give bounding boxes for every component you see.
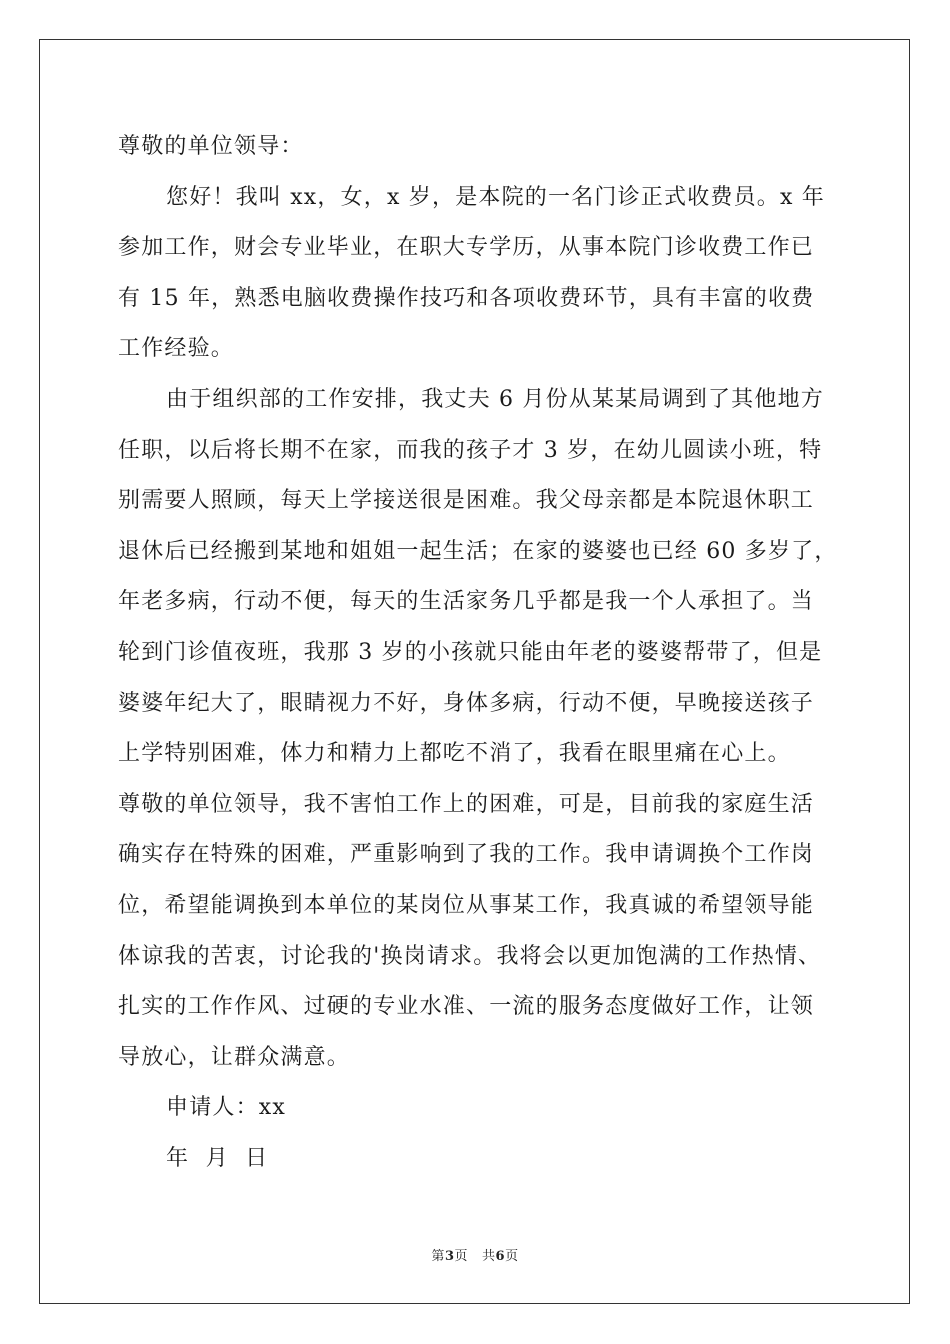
date-line: 年 月 日	[166, 1145, 269, 1171]
total-prefix: 共	[482, 1249, 496, 1264]
paragraph-line: 确实存在特殊的困难，严重影响到了我的工作。我申请调换个工作岗	[118, 842, 815, 868]
page-current: 3	[444, 1249, 455, 1264]
paragraph-line: 轮到门诊值夜班，我那 3 岁的小孩就只能由年老的婆婆帮带了，但是	[118, 639, 823, 665]
paragraph-line: 任职，以后将长期不在家，而我的孩子才 3 岁，在幼儿圆读小班，特	[118, 437, 823, 463]
total-suffix: 页	[505, 1249, 519, 1264]
paragraph-line: 尊敬的单位领导，我不害怕工作上的困难，可是，目前我的家庭生活	[118, 791, 815, 817]
paragraph-line: 由于组织部的工作安排，我丈夫 6 月份从某某局调到了其他地方	[166, 386, 824, 412]
page-total: 6	[495, 1249, 506, 1264]
letter-body	[118, 122, 858, 1184]
paragraph-line: 有 15 年，熟悉电脑收费操作技巧和各项收费环节，具有丰富的收费	[118, 285, 815, 311]
paragraph-line: 上学特别困难，体力和精力上都吃不消了，我看在眼里痛在心上。	[118, 741, 791, 767]
paragraph-line: 年老多病，行动不便，每天的生活家务几乎都是我一个人承担了。当	[118, 589, 815, 615]
paragraph-line: 扎实的工作作风、过硬的专业水准、一流的服务态度做好工作，让领	[118, 994, 815, 1020]
paragraph-line: 别需要人照顾，每天上学接送很是困难。我父母亲都是本院退休职工	[118, 488, 815, 514]
page-footer	[0, 1245, 950, 1264]
paragraph-line: 退休后已经搬到某地和姐姐一起生活；在家的婆婆也已经 60 多岁了，	[118, 538, 838, 564]
paragraph-line: 位，希望能调换到本单位的某岗位从事某工作，我真诚的希望领导能	[118, 892, 815, 918]
page-prefix: 第	[431, 1249, 445, 1264]
paragraph-line: 体谅我的苦衷，讨论我的'换岗请求。我将会以更加饱满的工作热情、	[118, 943, 822, 969]
paragraph-line: 导放心，让群众满意。	[118, 1044, 351, 1070]
paragraph-line: 您好！我叫 xx，女，x 岁，是本院的一名门诊正式收费员。x 年	[166, 184, 826, 210]
paragraph-line: 婆婆年纪大了，眼睛视力不好，身体多病，行动不便，早晚接送孩子	[118, 690, 815, 716]
paragraph-line: 工作经验。	[118, 336, 235, 362]
applicant-signature: 申请人：xx	[166, 1095, 287, 1121]
salutation: 尊敬的单位领导：	[118, 134, 304, 159]
paragraph-line: 参加工作，财会专业毕业，在职大专学历，从事本院门诊收费工作已	[118, 235, 815, 261]
page-suffix: 页	[454, 1249, 468, 1264]
